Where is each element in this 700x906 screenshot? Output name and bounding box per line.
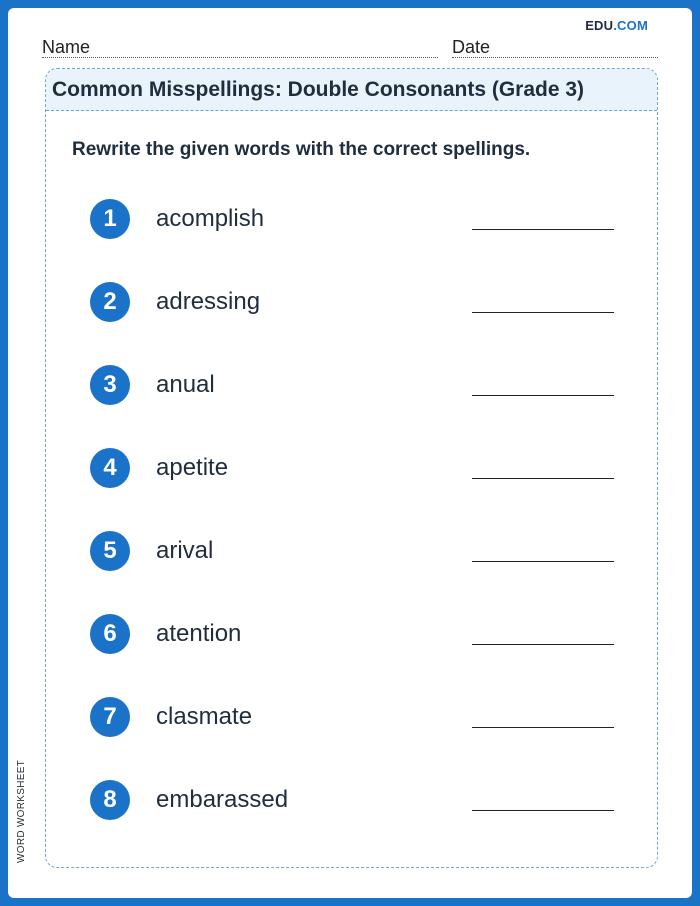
item-number: 5	[90, 531, 130, 571]
date-label: Date	[452, 37, 491, 57]
list-item	[90, 365, 630, 405]
date-field[interactable]	[452, 36, 658, 58]
list-item	[90, 199, 630, 239]
list-item	[90, 614, 630, 654]
brand-logo: EDU.COM	[585, 18, 648, 33]
misspelled-word: adressing	[156, 288, 261, 315]
worksheet-card	[45, 68, 658, 868]
misspelled-word: anual	[156, 371, 215, 398]
misspelled-word: acomplish	[156, 205, 265, 232]
answer-line[interactable]	[472, 561, 614, 562]
side-label: WORD WORKSHEET	[16, 759, 27, 863]
misspelled-word: atention	[156, 620, 242, 647]
item-number: 7	[90, 697, 130, 737]
name-field[interactable]	[42, 36, 438, 58]
item-number: 4	[90, 448, 130, 488]
answer-line[interactable]	[472, 312, 614, 313]
answer-line[interactable]	[472, 810, 614, 811]
item-number: 6	[90, 614, 130, 654]
misspelled-word: apetite	[156, 454, 229, 481]
answer-line[interactable]	[472, 727, 614, 728]
list-item	[90, 531, 630, 571]
instructions: Rewrite the given words with the correct spellings.	[72, 139, 531, 160]
answer-line[interactable]	[472, 395, 614, 396]
item-number: 2	[90, 282, 130, 322]
misspelled-word: clasmate	[156, 703, 253, 730]
misspelled-word: arival	[156, 537, 214, 564]
worksheet-page	[8, 8, 692, 898]
item-number: 1	[90, 199, 130, 239]
misspelled-word: embarassed	[156, 786, 289, 813]
answer-line[interactable]	[472, 478, 614, 479]
item-number: 8	[90, 780, 130, 820]
worksheet-title: Common Misspellings: Double Consonants (Grade 3)	[46, 69, 657, 111]
list-item	[90, 697, 630, 737]
item-number: 3	[90, 365, 130, 405]
list-item	[90, 780, 630, 820]
name-label: Name	[42, 37, 91, 57]
answer-line[interactable]	[472, 229, 614, 230]
answer-line[interactable]	[472, 644, 614, 645]
list-item	[90, 282, 630, 322]
list-item	[90, 448, 630, 488]
